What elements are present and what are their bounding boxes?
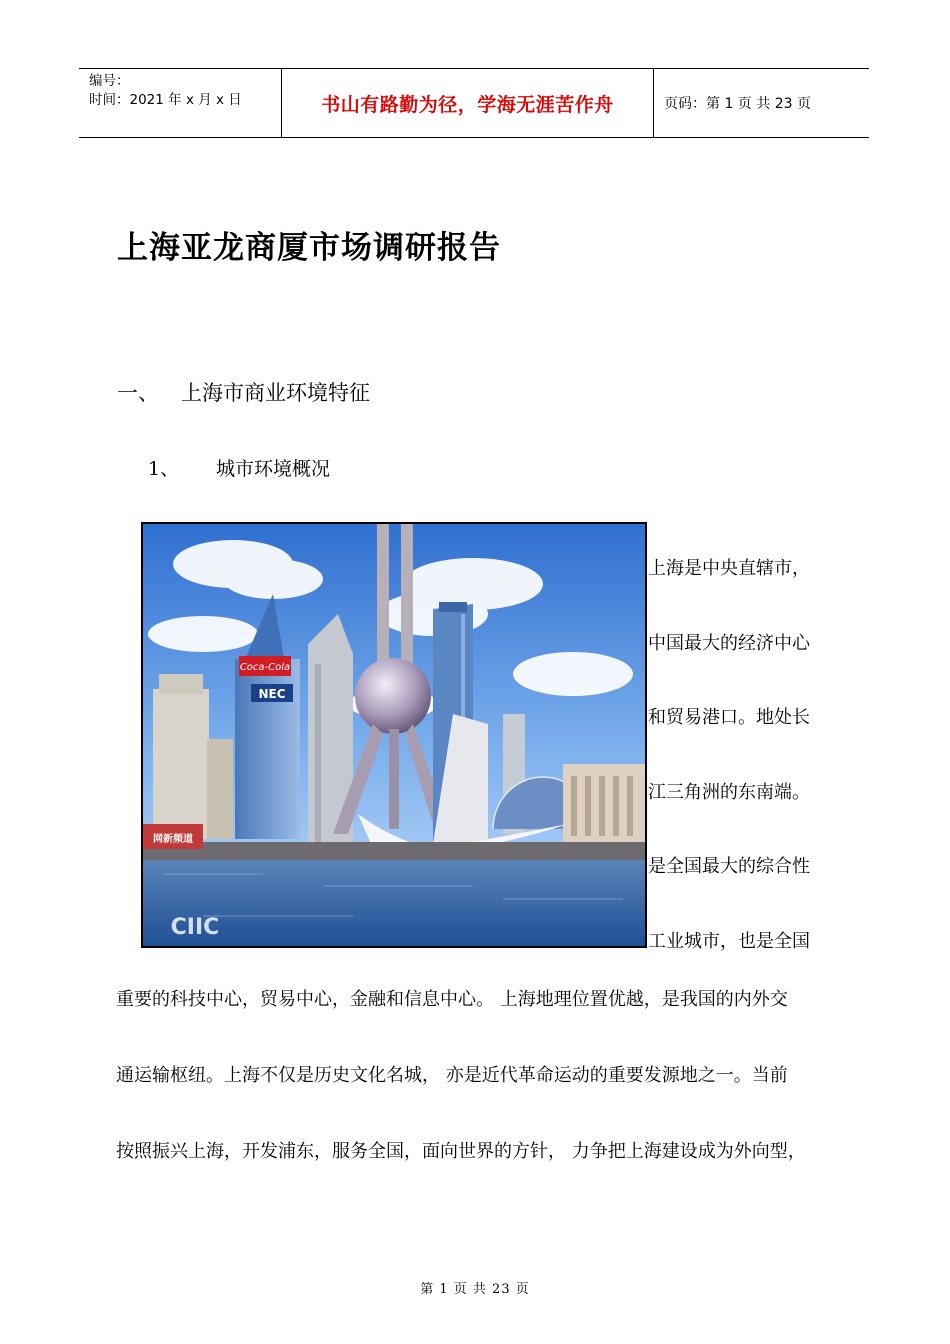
side-line: 江三角洲的东南端。 bbox=[648, 781, 810, 803]
header-number: 编号： bbox=[89, 73, 130, 89]
side-line: 是全国最大的综合性 bbox=[648, 856, 810, 878]
section-title: 上海市商业环境特征 bbox=[181, 381, 370, 405]
body-paragraph bbox=[116, 962, 846, 1190]
body-line: 重要的科技中心，贸易中心，金融和信息中心。 上海地理位置优越，是我国的内外交 bbox=[116, 989, 788, 1010]
side-paragraph bbox=[648, 532, 848, 980]
document-title: 上海亚龙商厦市场调研报告 bbox=[117, 230, 501, 266]
shanghai-skyline-photo bbox=[141, 522, 647, 948]
subsection-heading-1-1 bbox=[148, 454, 330, 481]
side-line: 中国最大的经济中心 bbox=[648, 632, 810, 654]
side-line: 和贸易港口。地处长 bbox=[648, 707, 810, 729]
header-meta bbox=[79, 69, 281, 137]
nec-sign: NEC bbox=[258, 687, 286, 701]
header-motto: 书山有路勤为径，学海无涯苦作舟 bbox=[281, 69, 654, 137]
subsection-number: 1、 bbox=[148, 458, 180, 480]
subsection-title: 城市环境概况 bbox=[216, 458, 331, 480]
watermark-logo: CIIC bbox=[170, 915, 220, 940]
header-table bbox=[79, 68, 869, 138]
side-line: 上海是中央直辖市， bbox=[648, 558, 810, 579]
header-page-info: 页码：第 1 页 共 23 页 bbox=[664, 96, 811, 112]
side-line: 工业城市，也是全国 bbox=[648, 930, 810, 952]
header-time: 时间：2021 年 x 月 x 日 bbox=[89, 92, 242, 108]
section-number: 一、 bbox=[117, 381, 159, 405]
page-footer: 第 1 页 共 23 页 bbox=[420, 1282, 530, 1297]
coca-cola-sign: Coca-Cola bbox=[239, 662, 291, 673]
body-line: 按照振兴上海，开发浦东，服务全国，面向世界的方针， 力争把上海建设成为外向型， bbox=[116, 1141, 806, 1162]
body-line: 通运输枢纽。上海不仅是历史文化名城， 亦是近代革命运动的重要发源地之一。当前 bbox=[116, 1065, 788, 1086]
shore-sign: 网新频道 bbox=[153, 834, 193, 845]
section-heading-1 bbox=[117, 377, 370, 407]
